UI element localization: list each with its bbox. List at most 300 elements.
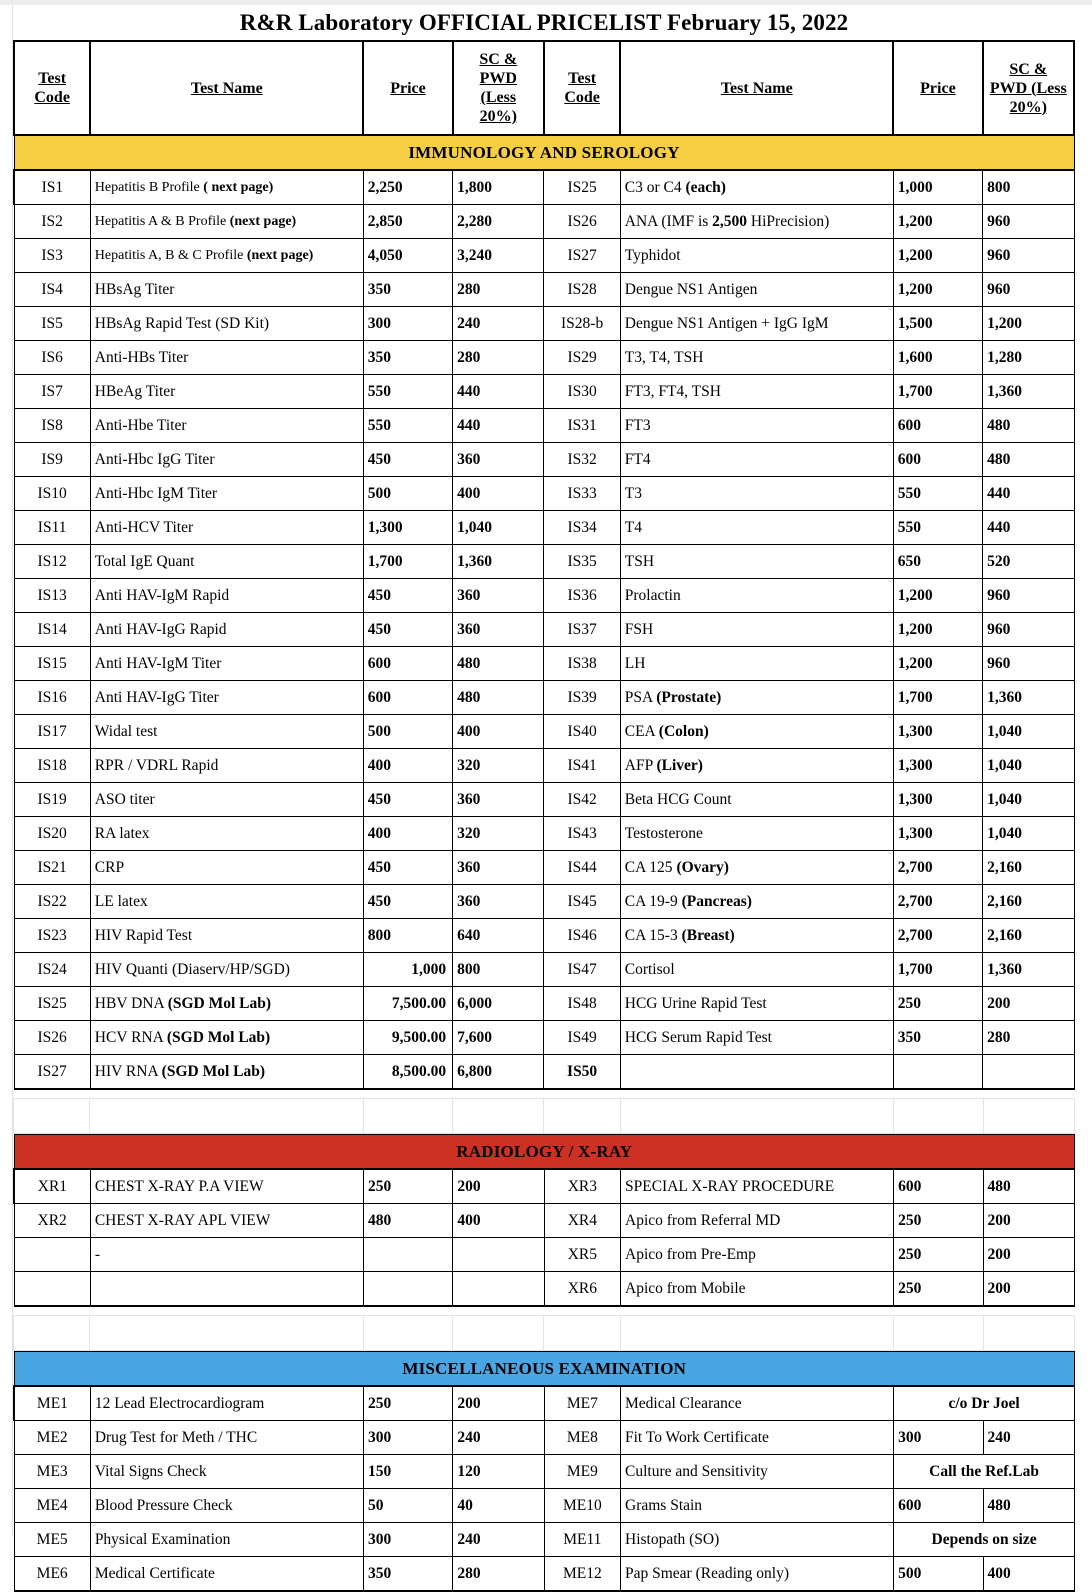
cell-price-right: 2,700 <box>893 885 982 919</box>
cell-price-left: 350 <box>363 273 452 307</box>
cell-test-code-right: IS44 <box>544 851 620 885</box>
page-title: R&R Laboratory OFFICIAL PRICELIST February 15, 2022 <box>239 10 849 35</box>
cell-test-name-left <box>90 1272 363 1307</box>
table-row <box>14 1386 1075 1421</box>
cell-price-left: 550 <box>363 375 452 409</box>
cell-price-right: 1,300 <box>893 783 982 817</box>
table-row <box>14 953 1074 987</box>
table-row <box>14 817 1074 851</box>
cell-sc-pwd-left: 360 <box>453 613 544 647</box>
cell-sc-pwd-right: 480 <box>983 443 1074 477</box>
cell-sc-pwd-right: 1,360 <box>983 375 1074 409</box>
cell-test-code-left: IS18 <box>14 749 90 783</box>
section-banner-row <box>14 135 1074 170</box>
cell-sc-pwd-right: 960 <box>983 239 1074 273</box>
table-row <box>14 647 1074 681</box>
cell-test-name-right: TSH <box>620 545 893 579</box>
table-row <box>14 1455 1075 1489</box>
cell-test-name-right: T3, T4, TSH <box>620 341 893 375</box>
cell-price-left: 9,500.00 <box>363 1021 452 1055</box>
cell-sc-pwd-right: 440 <box>983 477 1074 511</box>
cell-sc-pwd-right: 960 <box>983 273 1074 307</box>
cell-price-right: 500 <box>894 1557 983 1592</box>
cell-price-left: 450 <box>363 579 452 613</box>
cell-sc-pwd-left: 400 <box>453 477 544 511</box>
cell-price-left: 800 <box>363 919 452 953</box>
cell-test-name-right: Medical Clearance <box>621 1386 894 1421</box>
cell-sc-pwd-right: 800 <box>983 170 1074 205</box>
cell-test-code-right: IS50 <box>544 1055 620 1090</box>
cell-test-code-left: IS19 <box>14 783 90 817</box>
cell-test-code-left: IS26 <box>14 1021 90 1055</box>
cell-test-code-right: IS42 <box>544 783 620 817</box>
cell-test-code-right: IS34 <box>544 511 620 545</box>
cell-test-code-left: ME1 <box>14 1386 90 1421</box>
cell-test-code-left: ME6 <box>14 1557 90 1592</box>
cell-test-code-right: IS32 <box>544 443 620 477</box>
cell-sc-pwd-left: 400 <box>453 715 544 749</box>
table-row <box>14 375 1074 409</box>
cell-test-name-right: FT4 <box>620 443 893 477</box>
cell-price-left: 400 <box>363 749 452 783</box>
cell-price-right: 1,700 <box>893 953 982 987</box>
cell-test-code-right: IS27 <box>544 239 620 273</box>
cell-sc-pwd-left: 640 <box>453 919 544 953</box>
cell-sc-pwd-right: 1,040 <box>983 817 1074 851</box>
cell-test-name-right: T3 <box>620 477 893 511</box>
cell-test-code-right: ME12 <box>544 1557 620 1592</box>
cell-test-name-left: Anti HAV-IgM Rapid <box>90 579 363 613</box>
cell-test-name-right: FT3 <box>620 409 893 443</box>
cell-test-name-left: Anti-HBs Titer <box>90 341 363 375</box>
cell-sc-pwd-left <box>453 1238 544 1272</box>
cell-test-code-left: IS12 <box>14 545 90 579</box>
cell-test-code-left: IS5 <box>14 307 90 341</box>
cell-price-left: 2,850 <box>363 205 452 239</box>
cell-sc-pwd-left: 360 <box>453 579 544 613</box>
cell-sc-pwd-left: 6,800 <box>453 1055 544 1090</box>
cell-price-left: 1,300 <box>363 511 452 545</box>
cell-test-name-right: Dengue NS1 Antigen <box>620 273 893 307</box>
cell-sc-pwd-left: 240 <box>453 307 544 341</box>
cell-test-code-right: IS38 <box>544 647 620 681</box>
table-row <box>14 273 1074 307</box>
table-row <box>14 409 1074 443</box>
cell-price-right: 1,200 <box>893 239 982 273</box>
cell-test-code-right: XR6 <box>544 1272 620 1307</box>
cell-price-right: 550 <box>893 477 982 511</box>
cell-sc-pwd-left: 280 <box>453 273 544 307</box>
cell-sc-pwd-right: 1,040 <box>983 715 1074 749</box>
section-banner-miscellaneous: MISCELLANEOUS EXAMINATION <box>14 1352 1075 1387</box>
cell-price-left: 8,500.00 <box>363 1055 452 1090</box>
cell-price-left: 450 <box>363 443 452 477</box>
cell-price-right: 1,300 <box>893 715 982 749</box>
cell-price-right: 1,200 <box>893 579 982 613</box>
cell-test-name-left: RPR / VDRL Rapid <box>90 749 363 783</box>
cell-sc-pwd-left: 360 <box>453 443 544 477</box>
cell-price-left: 600 <box>363 681 452 715</box>
table-row <box>14 1421 1075 1455</box>
cell-sc-pwd-right: 960 <box>983 579 1074 613</box>
cell-sc-pwd-left: 2,280 <box>453 205 544 239</box>
cell-note-right: Call the Ref.Lab <box>894 1455 1075 1489</box>
cell-test-name-left: Anti-Hbc IgG Titer <box>90 443 363 477</box>
table-row <box>14 205 1074 239</box>
cell-test-name-right: CA 15-3 (Breast) <box>620 919 893 953</box>
cell-test-code-right: XR4 <box>544 1204 620 1238</box>
section-banner-immunology: IMMUNOLOGY AND SEROLOGY <box>14 135 1074 170</box>
cell-test-name-left: Hepatitis B Profile ( next page) <box>90 170 363 205</box>
cell-sc-pwd-left: 800 <box>453 953 544 987</box>
cell-test-code-right: IS26 <box>544 205 620 239</box>
cell-test-name-right: CA 125 (Ovary) <box>620 851 893 885</box>
cell-test-code-left: IS3 <box>14 239 90 273</box>
cell-price-right: 550 <box>893 511 982 545</box>
cell-note-right: c/o Dr Joel <box>894 1386 1075 1421</box>
cell-price-left: 600 <box>363 647 452 681</box>
cell-note-right: Depends on size <box>894 1523 1075 1557</box>
cell-test-code-left: IS8 <box>14 409 90 443</box>
cell-test-code-left: ME5 <box>14 1523 90 1557</box>
table-row <box>14 783 1074 817</box>
cell-test-code-left: IS2 <box>14 205 90 239</box>
cell-test-name-left: HIV Quanti (Diaserv/HP/SGD) <box>90 953 363 987</box>
cell-sc-pwd-right: 960 <box>983 205 1074 239</box>
cell-test-name-left: Drug Test for Meth / THC <box>90 1421 363 1455</box>
cell-test-name-left: LE latex <box>90 885 363 919</box>
cell-test-code-left: IS6 <box>14 341 90 375</box>
cell-test-code-right: IS36 <box>544 579 620 613</box>
cell-test-name-left: CRP <box>90 851 363 885</box>
cell-price-right: 1,500 <box>893 307 982 341</box>
cell-test-name-right: FSH <box>620 613 893 647</box>
section-banner-radiology: RADIOLOGY / X-RAY <box>14 1135 1075 1170</box>
cell-price-left: 500 <box>363 477 452 511</box>
section-banner-row <box>14 1135 1075 1170</box>
cell-sc-pwd-right: 1,040 <box>983 783 1074 817</box>
cell-test-code-right: IS37 <box>544 613 620 647</box>
cell-test-name-left: 12 Lead Electrocardiogram <box>90 1386 363 1421</box>
cell-price-left: 480 <box>363 1204 452 1238</box>
cell-sc-pwd-right: 1,360 <box>983 953 1074 987</box>
table-row <box>14 1238 1075 1272</box>
cell-test-code-right: ME8 <box>544 1421 620 1455</box>
cell-sc-pwd-left: 200 <box>453 1169 544 1204</box>
cell-test-name-left: Vital Signs Check <box>90 1455 363 1489</box>
cell-sc-pwd-left: 440 <box>453 375 544 409</box>
cell-sc-pwd-right: 2,160 <box>983 885 1074 919</box>
cell-sc-pwd-left: 360 <box>453 885 544 919</box>
cell-test-name-left: HIV Rapid Test <box>90 919 363 953</box>
cell-sc-pwd-left: 1,800 <box>453 170 544 205</box>
cell-test-name-right: Culture and Sensitivity <box>621 1455 894 1489</box>
cell-test-name-right: LH <box>620 647 893 681</box>
cell-price-left: 150 <box>363 1455 452 1489</box>
cell-test-code-left: IS11 <box>14 511 90 545</box>
table-row <box>14 170 1074 205</box>
cell-test-name-right: CEA (Colon) <box>620 715 893 749</box>
cell-test-code-right: IS40 <box>544 715 620 749</box>
table-row <box>14 1489 1075 1523</box>
cell-test-name-right: Dengue NS1 Antigen + IgG IgM <box>620 307 893 341</box>
cell-test-name-right: HCG Serum Rapid Test <box>620 1021 893 1055</box>
cell-sc-pwd-left: 360 <box>453 851 544 885</box>
cell-test-code-left: XR1 <box>14 1169 90 1204</box>
cell-price-left: 450 <box>363 613 452 647</box>
cell-test-code-left: ME4 <box>14 1489 90 1523</box>
cell-sc-pwd-right: 280 <box>983 1021 1074 1055</box>
table-row <box>14 1021 1074 1055</box>
cell-test-code-right: IS29 <box>544 341 620 375</box>
cell-sc-pwd-left: 280 <box>453 1557 544 1592</box>
cell-test-code-left: IS25 <box>14 987 90 1021</box>
cell-price-right: 350 <box>893 1021 982 1055</box>
cell-test-name-left: HBsAg Titer <box>90 273 363 307</box>
cell-test-name-right: Pap Smear (Reading only) <box>621 1557 894 1592</box>
cell-test-code-left: IS14 <box>14 613 90 647</box>
cell-sc-pwd-left: 480 <box>453 647 544 681</box>
cell-sc-pwd-right: 240 <box>983 1421 1075 1455</box>
cell-test-code-right: ME10 <box>544 1489 620 1523</box>
table-row <box>14 919 1074 953</box>
cell-sc-pwd-left: 7,600 <box>453 1021 544 1055</box>
cell-sc-pwd-left: 200 <box>453 1386 544 1421</box>
cell-price-right: 2,700 <box>893 851 982 885</box>
cell-test-code-right: IS48 <box>544 987 620 1021</box>
cell-sc-pwd-right: 400 <box>983 1557 1075 1592</box>
cell-test-code-left: IS20 <box>14 817 90 851</box>
cell-sc-pwd-left: 280 <box>453 341 544 375</box>
table-row <box>14 1055 1074 1090</box>
header-test-name-left: Test Name <box>90 41 363 135</box>
cell-sc-pwd-right: 2,160 <box>983 919 1074 953</box>
cell-price-left: 7,500.00 <box>363 987 452 1021</box>
cell-test-code-left: IS22 <box>14 885 90 919</box>
cell-test-code-right: IS30 <box>544 375 620 409</box>
cell-price-left: 250 <box>363 1386 452 1421</box>
cell-test-name-left: Anti HAV-IgG Rapid <box>90 613 363 647</box>
cell-test-code-left: IS7 <box>14 375 90 409</box>
cell-test-code-right: XR3 <box>544 1169 620 1204</box>
header-test-name-right: Test Name <box>620 41 893 135</box>
cell-sc-pwd-right: 960 <box>983 647 1074 681</box>
cell-test-code-right: IS49 <box>544 1021 620 1055</box>
cell-test-name-right: Histopath (SO) <box>621 1523 894 1557</box>
table-row <box>14 1169 1075 1204</box>
cell-price-left: 50 <box>363 1489 452 1523</box>
cell-test-name-left: - <box>90 1238 363 1272</box>
table-row <box>14 851 1074 885</box>
cell-price-right: 1,600 <box>893 341 982 375</box>
cell-test-code-left <box>14 1238 90 1272</box>
cell-test-name-right: CA 19-9 (Pancreas) <box>620 885 893 919</box>
cell-price-right <box>893 1055 982 1090</box>
cell-test-code-right: IS28 <box>544 273 620 307</box>
cell-price-right: 600 <box>893 409 982 443</box>
cell-sc-pwd-left: 6,000 <box>453 987 544 1021</box>
cell-test-name-left: Widal test <box>90 715 363 749</box>
cell-sc-pwd-right: 960 <box>983 613 1074 647</box>
immunology-table <box>13 40 1075 1090</box>
cell-test-code-right: IS35 <box>544 545 620 579</box>
column-header-row <box>14 41 1074 135</box>
cell-test-name-right: Apico from Referral MD <box>621 1204 894 1238</box>
cell-sc-pwd-right: 480 <box>983 1169 1075 1204</box>
spacer-block-1 <box>13 1098 1075 1134</box>
cell-test-code-left: IS17 <box>14 715 90 749</box>
cell-test-name-left: Hepatitis A, B & C Profile (next page) <box>90 239 363 273</box>
cell-price-right: 2,700 <box>893 919 982 953</box>
cell-sc-pwd-left: 440 <box>453 409 544 443</box>
cell-price-right: 1,200 <box>893 647 982 681</box>
cell-sc-pwd-right: 480 <box>983 1489 1075 1523</box>
cell-price-left: 300 <box>363 1421 452 1455</box>
cell-price-right: 250 <box>894 1238 983 1272</box>
cell-price-right: 250 <box>893 987 982 1021</box>
cell-test-code-right: IS43 <box>544 817 620 851</box>
cell-sc-pwd-right: 440 <box>983 511 1074 545</box>
header-test-code-right: Test Code <box>544 41 620 135</box>
cell-test-name-right: FT3, FT4, TSH <box>620 375 893 409</box>
table-row <box>14 1557 1075 1592</box>
table-row <box>14 307 1074 341</box>
cell-test-code-right: IS41 <box>544 749 620 783</box>
cell-sc-pwd-right: 1,360 <box>983 681 1074 715</box>
cell-test-name-left: Blood Pressure Check <box>90 1489 363 1523</box>
table-row <box>14 477 1074 511</box>
cell-price-left: 450 <box>363 783 452 817</box>
radiology-table <box>13 1134 1075 1307</box>
header-price-right: Price <box>893 41 982 135</box>
cell-test-code-left: IS15 <box>14 647 90 681</box>
cell-test-name-right: ANA (IMF is 2,500 HiPrecision) <box>620 205 893 239</box>
cell-test-name-left: HCV RNA (SGD Mol Lab) <box>90 1021 363 1055</box>
cell-sc-pwd-left: 480 <box>453 681 544 715</box>
cell-test-name-right: Beta HCG Count <box>620 783 893 817</box>
cell-price-left: 400 <box>363 817 452 851</box>
table-row <box>14 1523 1075 1557</box>
cell-test-name-left: Medical Certificate <box>90 1557 363 1592</box>
cell-price-left: 450 <box>363 885 452 919</box>
table-row <box>14 885 1074 919</box>
cell-test-code-left: IS13 <box>14 579 90 613</box>
cell-test-code-left: IS9 <box>14 443 90 477</box>
cell-test-name-right: Grams Stain <box>621 1489 894 1523</box>
cell-test-name-left: ASO titer <box>90 783 363 817</box>
cell-sc-pwd-right <box>983 1055 1074 1090</box>
cell-test-name-right: Typhidot <box>620 239 893 273</box>
cell-test-code-right: ME11 <box>544 1523 620 1557</box>
cell-test-name-left: Anti HAV-IgM Titer <box>90 647 363 681</box>
table-row <box>14 545 1074 579</box>
cell-price-left: 1,700 <box>363 545 452 579</box>
cell-sc-pwd-left: 320 <box>453 817 544 851</box>
cell-test-code-left <box>14 1272 90 1307</box>
cell-sc-pwd-left: 40 <box>453 1489 544 1523</box>
cell-test-name-right: PSA (Prostate) <box>620 681 893 715</box>
cell-price-right: 250 <box>894 1272 983 1307</box>
cell-price-right: 650 <box>893 545 982 579</box>
cell-test-name-left: Anti HAV-IgG Titer <box>90 681 363 715</box>
table-row <box>14 749 1074 783</box>
cell-price-left <box>363 1272 452 1307</box>
cell-price-right: 1,300 <box>893 749 982 783</box>
cell-test-code-left: IS16 <box>14 681 90 715</box>
cell-test-name-right: T4 <box>620 511 893 545</box>
cell-test-code-left: IS24 <box>14 953 90 987</box>
cell-sc-pwd-left: 240 <box>453 1523 544 1557</box>
cell-sc-pwd-right: 1,200 <box>983 307 1074 341</box>
cell-price-right: 250 <box>894 1204 983 1238</box>
table-row <box>14 681 1074 715</box>
cell-price-left: 450 <box>363 851 452 885</box>
cell-sc-pwd-right: 200 <box>983 1238 1075 1272</box>
cell-test-name-left: Anti-HCV Titer <box>90 511 363 545</box>
cell-price-right: 600 <box>893 443 982 477</box>
cell-price-right: 600 <box>894 1489 983 1523</box>
cell-price-right: 1,300 <box>893 817 982 851</box>
cell-price-right: 1,200 <box>893 613 982 647</box>
cell-test-name-left: HBV DNA (SGD Mol Lab) <box>90 987 363 1021</box>
cell-sc-pwd-right: 1,040 <box>983 749 1074 783</box>
table-row <box>14 579 1074 613</box>
cell-price-left: 300 <box>363 1523 452 1557</box>
cell-price-left: 300 <box>363 307 452 341</box>
cell-sc-pwd-left: 120 <box>453 1455 544 1489</box>
cell-test-code-right: IS33 <box>544 477 620 511</box>
cell-price-right: 300 <box>894 1421 983 1455</box>
cell-test-code-right: IS45 <box>544 885 620 919</box>
cell-price-left: 4,050 <box>363 239 452 273</box>
cell-price-left: 550 <box>363 409 452 443</box>
spacer-block-2 <box>13 1315 1075 1351</box>
cell-test-name-left: HBeAg Titer <box>90 375 363 409</box>
cell-sc-pwd-left <box>453 1272 544 1307</box>
cell-sc-pwd-left: 3,240 <box>453 239 544 273</box>
cell-price-left <box>363 1238 452 1272</box>
cell-test-name-left: Hepatitis A & B Profile (next page) <box>90 205 363 239</box>
cell-sc-pwd-right: 200 <box>983 987 1074 1021</box>
cell-price-right: 1,700 <box>893 681 982 715</box>
table-row <box>14 1272 1075 1307</box>
cell-test-code-right: IS25 <box>544 170 620 205</box>
cell-test-name-left: Total IgE Quant <box>90 545 363 579</box>
cell-test-code-right: IS46 <box>544 919 620 953</box>
miscellaneous-table <box>13 1351 1075 1592</box>
header-price-left: Price <box>363 41 452 135</box>
cell-test-name-left: HIV RNA (SGD Mol Lab) <box>90 1055 363 1090</box>
header-sc-pwd-left: SC & PWD (Less 20%) <box>453 41 544 135</box>
header-test-code-left: Test Code <box>14 41 90 135</box>
cell-price-left: 350 <box>363 1557 452 1592</box>
cell-test-name-right <box>620 1055 893 1090</box>
cell-price-right: 600 <box>894 1169 983 1204</box>
cell-sc-pwd-left: 1,360 <box>453 545 544 579</box>
table-row <box>14 511 1074 545</box>
cell-test-name-left: Anti-Hbe Titer <box>90 409 363 443</box>
cell-test-code-left: IS1 <box>14 170 90 205</box>
cell-test-name-left: CHEST X-RAY P.A VIEW <box>90 1169 363 1204</box>
cell-test-name-right: Testosterone <box>620 817 893 851</box>
cell-price-left: 350 <box>363 341 452 375</box>
cell-test-name-right: AFP (Liver) <box>620 749 893 783</box>
cell-test-name-left: Physical Examination <box>90 1523 363 1557</box>
cell-test-code-left: XR2 <box>14 1204 90 1238</box>
cell-test-name-right: Fit To Work Certificate <box>621 1421 894 1455</box>
cell-test-name-left: CHEST X-RAY APL VIEW <box>90 1204 363 1238</box>
cell-test-code-left: IS4 <box>14 273 90 307</box>
